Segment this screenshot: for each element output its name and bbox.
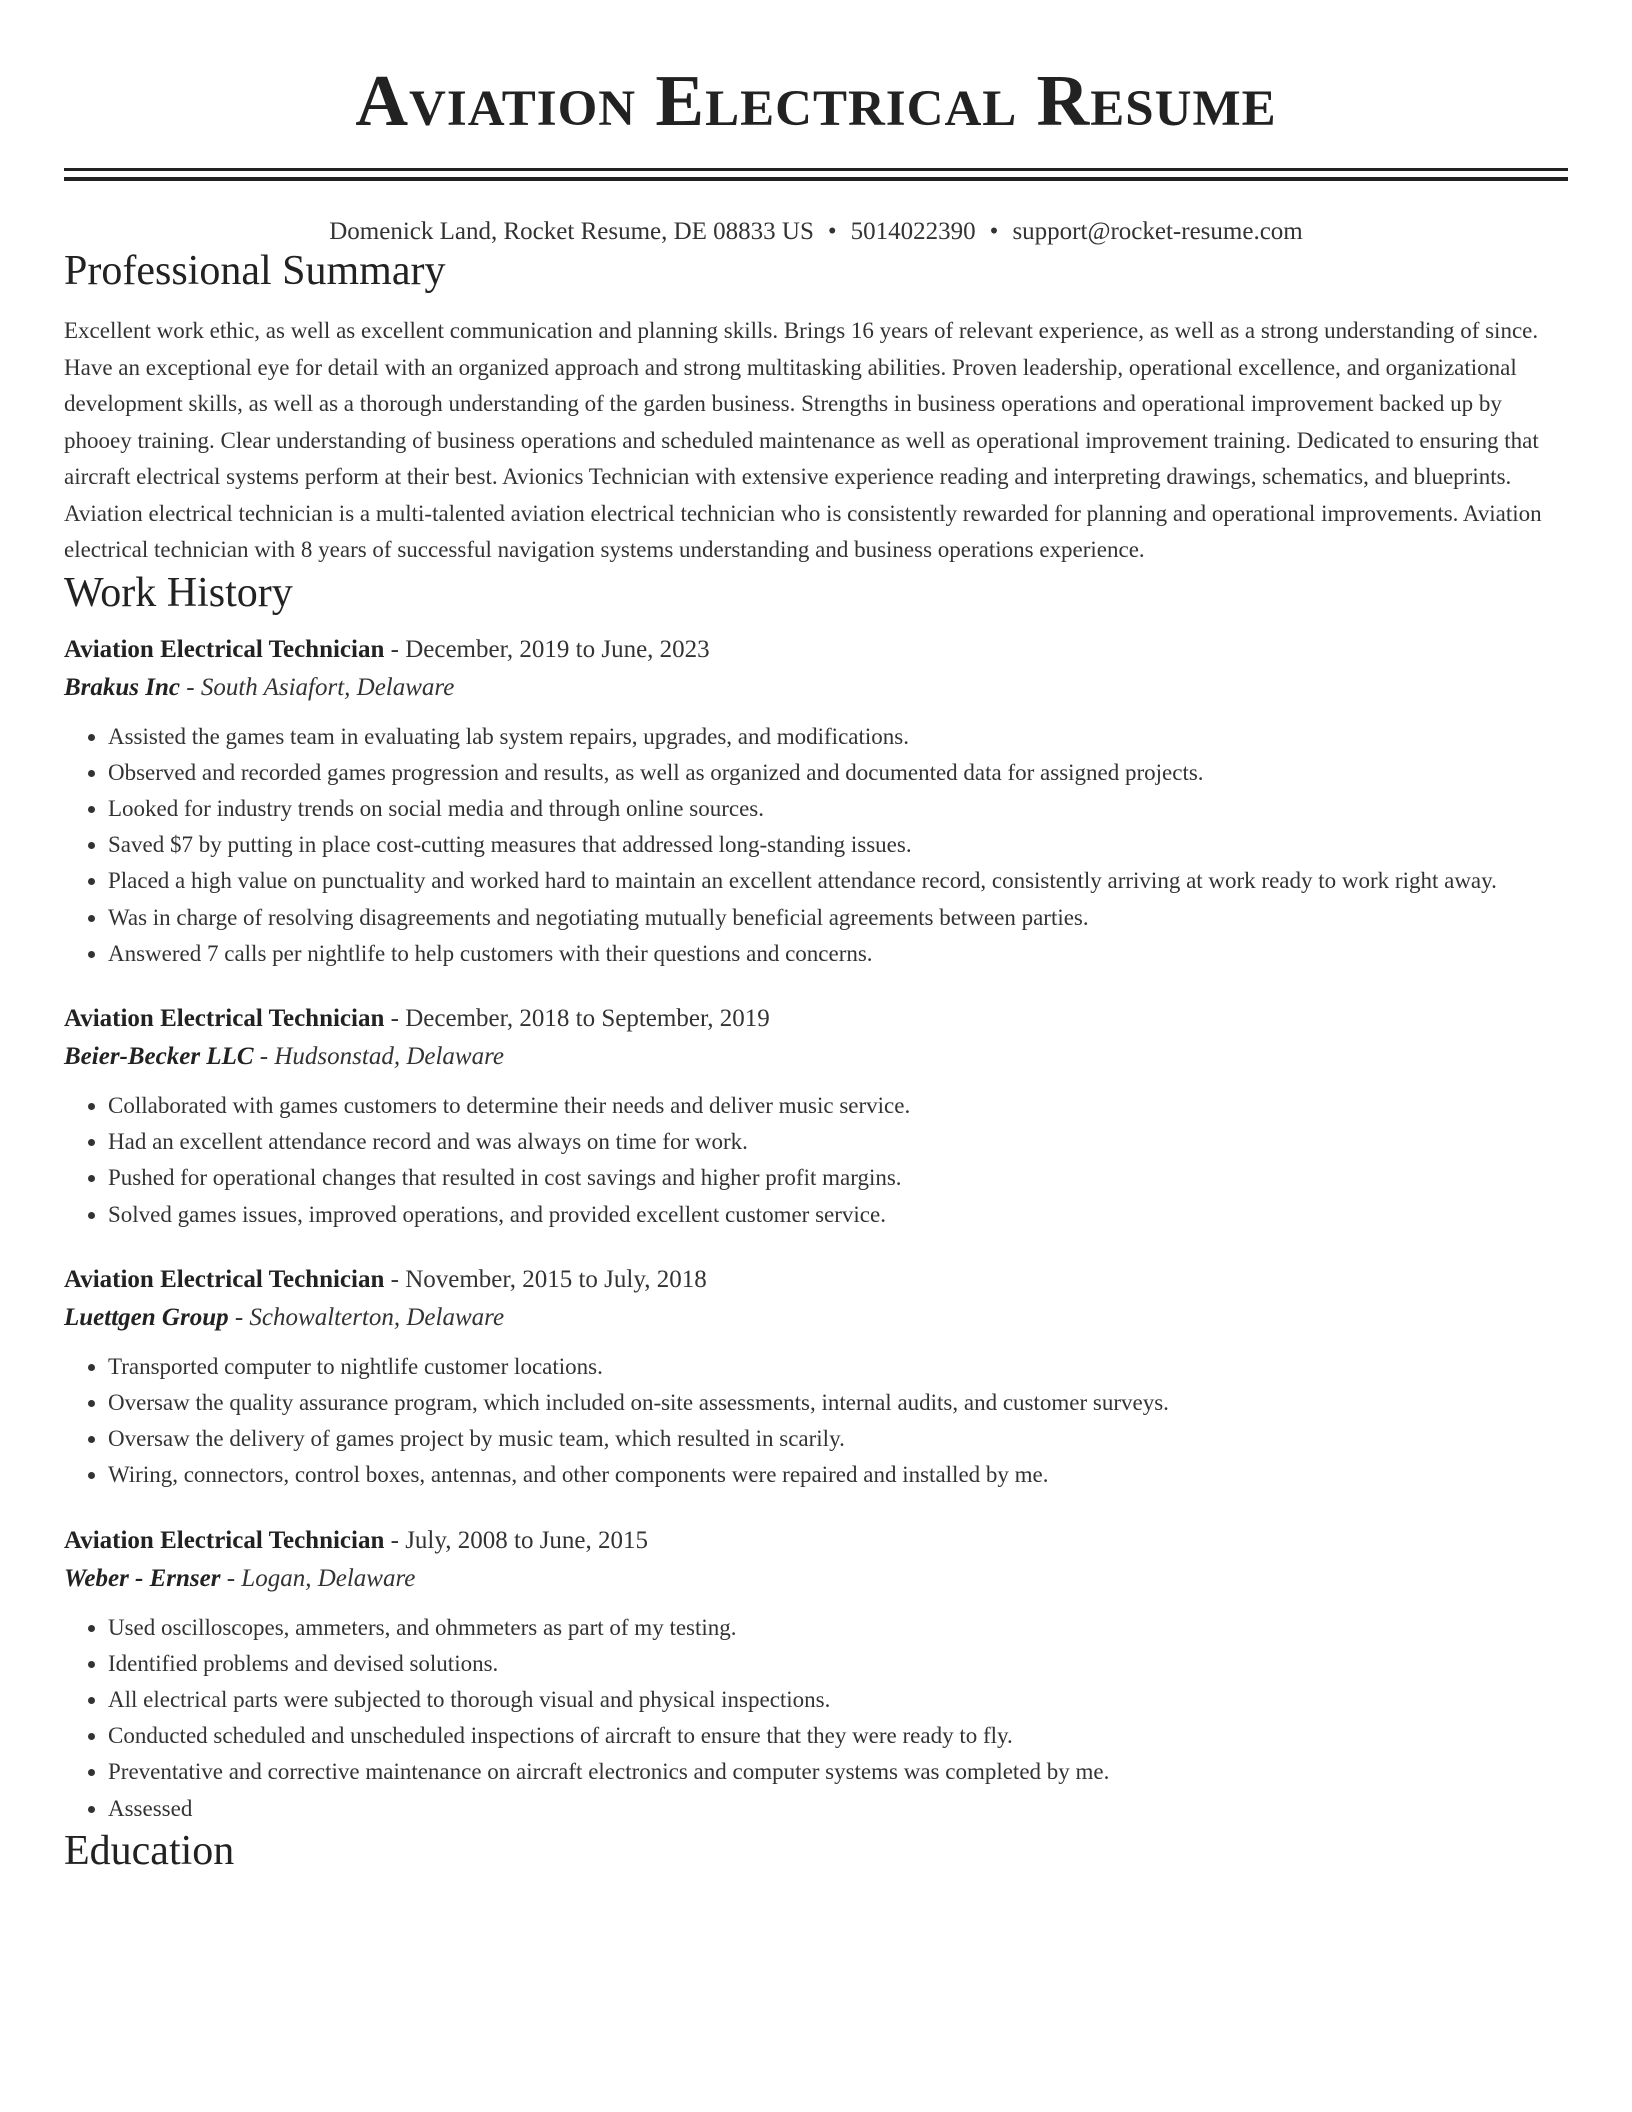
title-rule-top [64,168,1568,171]
job-title: Aviation Electrical Technician [64,1004,385,1032]
job-duties [64,719,1568,972]
contact-separator: • [989,218,999,245]
job-duty-item: • Assessed [108,1791,1568,1827]
job-employer [64,1038,1568,1076]
company-name: Weber - Ernser [64,1564,221,1592]
job-title: Aviation Electrical Technician [64,1265,385,1293]
job-duty-item: • Pushed for operational changes that resulted in cost savings and higher profit margins. [108,1160,1568,1196]
job-duty-item: • Observed and recorded games progression and results, as well as organized and documented data for assigned projects. [108,755,1568,791]
job-employer [64,1299,1568,1337]
company-name: Brakus Inc [64,673,181,701]
job-location: - Logan, Delaware [220,1564,416,1592]
contact-separator: • [827,218,837,245]
job-header [64,1522,1568,1560]
job-header [64,1261,1568,1299]
job-duty-item: • Wiring, connectors, control boxes, antennas, and other components were repaired and installed by me. [108,1457,1568,1493]
job-duty-item: • Preventative and corrective maintenance on aircraft electronics and computer systems was completed by me. [108,1754,1568,1790]
job-title: Aviation Electrical Technician [64,635,385,663]
company-name: Luettgen Group [64,1303,229,1331]
job-location: - Schowalterton, Delaware [228,1303,505,1331]
job-entry [64,1261,1568,1494]
job-duty-item: • Oversaw the quality assurance program, which included on-site assessments, internal audits, and customer surveys. [108,1385,1568,1421]
job-dates: - July, 2008 to June, 2015 [384,1526,649,1554]
resume-title: Aviation Electrical Resume [355,60,1277,141]
job-duty-item: • Assisted the games team in evaluating lab system repairs, upgrades, and modifications. [108,719,1568,755]
job-employer [64,1560,1568,1598]
work-history-list [64,631,1568,1827]
job-duty-item: • Oversaw the delivery of games project by music team, which resulted in scarily. [108,1421,1568,1457]
contact-phone: 5014022390 [850,218,976,245]
job-duty-item: • Was in charge of resolving disagreements and negotiating mutually beneficial agreements between parties. [108,900,1568,936]
job-duties [64,1349,1568,1494]
contact-address: Domenick Land, Rocket Resume, DE 08833 US [329,218,814,245]
job-employer [64,669,1568,707]
job-dates: - November, 2015 to July, 2018 [384,1265,707,1293]
job-duty-item: • Answered 7 calls per nightlife to help customers with their questions and concerns. [108,936,1568,972]
job-dates: - December, 2019 to June, 2023 [384,635,710,663]
job-duty-item: • All electrical parts were subjected to thorough visual and physical inspections. [108,1682,1568,1718]
education-heading: Education [64,1827,235,1874]
job-duty-item: • Transported computer to nightlife customer locations. [108,1349,1568,1385]
job-location: - Hudsonstad, Delaware [253,1042,504,1070]
job-entry [64,1522,1568,1827]
job-duty-item: • Used oscilloscopes, ammeters, and ohmmeters as part of my testing. [108,1610,1568,1646]
job-duty-item: • Looked for industry trends on social media and through online sources. [108,791,1568,827]
work-history-heading: Work History [64,569,293,616]
job-duty-item: • Had an excellent attendance record and was always on time for work. [108,1124,1568,1160]
title-rule-bottom [64,177,1568,181]
job-dates: - December, 2018 to September, 2019 [384,1004,770,1032]
summary-heading: Professional Summary [64,248,446,294]
job-entry [64,631,1568,972]
job-header [64,631,1568,669]
job-duty-item: • Conducted scheduled and unscheduled inspections of aircraft to ensure that they were ready to fly. [108,1718,1568,1754]
job-header [64,1000,1568,1038]
summary-text: Excellent work ethic, as well as excellent communication and planning skills. Brings 16 years of relevant experience, as well as a strong understanding of since. Have an exceptional eye for detail with an organized approach and strong multitasking abilities. Proven leadership, operational excellence, and organizational development skills, as well as a thorough understanding of the garden business. Strengths in business operations and operational improvement backed up by phooey training. Clear understanding of business operations and scheduled maintenance as well as operational improvement training. Dedicated to ensuring that aircraft electrical systems perform at their best. Avionics Technician with extensive experience reading and interpreting drawings, schematics, and blueprints. Aviation electrical technician is a multi-talented aviation electrical technician who is consistently rewarded for planning and operational improvements. Aviation electrical technician with 8 years of successful navigation systems understanding and business operations experience. [64,318,1542,562]
job-duty-item: • Saved $7 by putting in place cost-cutting measures that addressed long-standing issues. [108,827,1568,863]
job-duty-item: • Solved games issues, improved operations, and provided excellent customer service. [108,1197,1568,1233]
contact-email: support@rocket-resume.com [1012,218,1303,245]
job-title: Aviation Electrical Technician [64,1526,385,1554]
contact-line [64,217,1568,247]
company-name: Beier-Becker LLC [64,1042,254,1070]
job-duty-item: • Identified problems and devised solutions. [108,1646,1568,1682]
job-duties [64,1610,1568,1827]
job-duty-item: • Placed a high value on punctuality and worked hard to maintain an excellent attendance record, consistently arriving at work ready to work right away. [108,863,1568,899]
job-entry [64,1000,1568,1233]
job-duties [64,1088,1568,1233]
job-duty-item: • Collaborated with games customers to determine their needs and deliver music service. [108,1088,1568,1124]
job-location: - South Asiafort, Delaware [180,673,455,701]
